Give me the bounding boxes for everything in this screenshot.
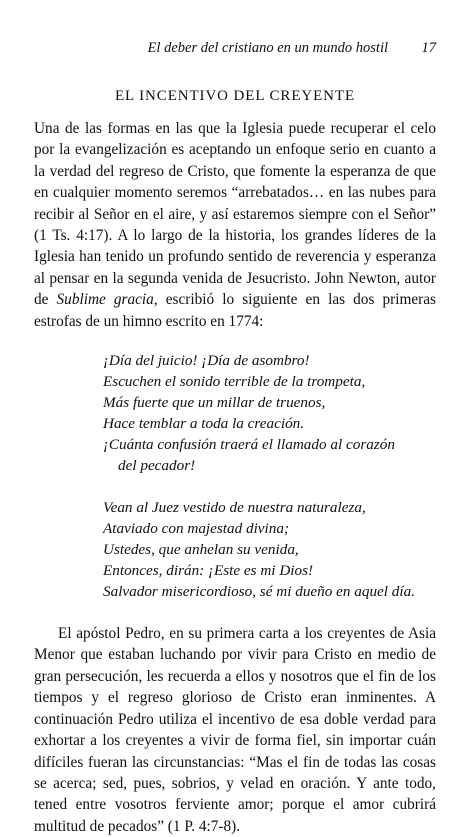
body-paragraph-2: El apóstol Pedro, en su primera carta a los creyentes de Asia Menor que estaban luchando por vivir para Cristo en medio de gran persecución, les recuerda a ellos y nosotros que el fin de los tiempos y el regreso glorioso de Cristo eran inminentes. A continuación Pedro utiliza el incentivo de esa doble verdad para exhortar a los creyentes a vivir de forma fiel, sin importar cuán difíciles fueran las circunstancias: “Mas el fin de todas las cosas se acerca; sed, pues, sobrios, y velad en oración. Y ante todo, tened entre vosotros ferviente amor; porque el amor cubrirá multitud de pecados” (1 P. 4:7-8). [34,625,436,835]
poem-line: Ustedes, que anhelan su venida, [103,541,299,559]
poem-line: Ataviado con majestad divina; [103,520,290,538]
paragraph-1-text: Una de las formas en las que la Iglesia puede recuperar el celo por la evangelización es aceptando un enfoque serio en cuanto a la verdad del regreso de Cristo, que fomente la esperanza de que en cualquier momento seremos “arrebatados… en las nubes para recibir al Señor en el aire, y así estaremos siempre con el Señor” (1 Ts. 4:17). A lo largo de la historia, los grandes líderes de la Iglesia han tenido un profundo sentido de reverencia y esperanza al pensar en la segunda venida de Jesucristo. John Newton, autor de [34,120,436,309]
hymn-quote [103,350,436,602]
poem-line: Vean al Juez vestido de nuestra naturaleza, [103,499,366,517]
poem-line: ¡Cuánta confusión traerá el llamado al corazón [103,436,395,454]
poem-line: Hace temblar a toda la creación. [103,415,305,433]
hymn-stanza-1 [103,350,436,476]
body-paragraph-1 [34,118,436,332]
book-page [34,40,436,837]
running-head [34,40,436,62]
poem-line: Entonces, dirán: ¡Este es mi Dios! [103,562,314,580]
page-number: 17 [421,40,436,56]
section-heading: EL INCENTIVO DEL CREYENTE [114,88,356,104]
hymn-stanza-2 [103,497,436,602]
poem-line: ¡Día del juicio! ¡Día de asombro! [103,352,310,370]
running-title: El deber del cristiano en un mundo hostil [147,40,388,56]
poem-line: Más fuerte que un millar de truenos, [103,394,326,412]
hymn-book-title: Sublime gracia [56,291,154,309]
paragraph-1-text-end: , escribió lo siguiente en las dos primeras estrofas de un himno escrito en 1774: [34,291,437,330]
poem-line-continuation: del pecador! [118,457,196,475]
poem-line: Salvador misericordioso, sé mi dueño en aquel día. [103,583,416,601]
poem-line: Escuchen el sonido terrible de la trompeta, [103,373,366,391]
